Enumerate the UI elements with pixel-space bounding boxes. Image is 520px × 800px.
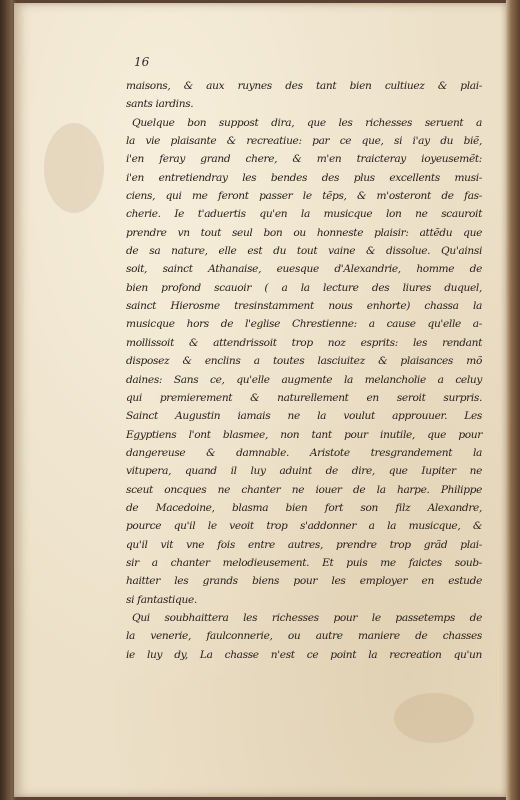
text-line: pource qu'il le veoit trop s'addonner a la musicque, &: [126, 520, 482, 533]
text-line: ciens, qui me feront passer le tẽps, & m'osteront de fas-: [126, 190, 482, 203]
paper-stain: [44, 123, 104, 213]
text-line: disposez & enclins a toutes lasciuitez & plaisances mõ: [126, 355, 482, 368]
text-line: de Macedoine, blasma bien fort son filz Alexandre,: [126, 501, 482, 514]
book-spine-edge: [506, 0, 520, 800]
text-line: prendre vn tout seul bon ou honneste plaisir: attẽdu que: [126, 226, 482, 239]
text-line: dangereuse & damnable. Aristote tresgrandement la: [126, 446, 482, 459]
text-line: daines: Sans ce, qu'elle augmente la melancholie a celuy: [126, 373, 482, 386]
text-line: cherie. Ie t'aduertis qu'en la musicque lon ne scauroit: [126, 208, 482, 221]
text-line: sainct Hierosme tresinstamment nous enhorte) chassa la: [126, 300, 482, 313]
body-text: [126, 77, 482, 664]
paper-stain: [394, 693, 474, 743]
text-line: sants iardins.: [126, 98, 194, 111]
text-line: sir a chanter melodieusement. Et puis me faictes soub-: [126, 556, 482, 569]
text-line: Quelque bon suppost dira, que les richesses seruent a: [132, 116, 482, 129]
text-line: haitter les grands biens pour les employer en estude: [126, 575, 482, 588]
text-line: ie luy dy, La chasse n'est ce point la recreation qu'un: [126, 648, 482, 661]
text-line: Sainct Augustin iamais ne la voulut approuuer. Les: [126, 410, 482, 423]
text-line: de sa nature, elle est du tout vaine & dissolue. Qu'ainsi: [126, 245, 482, 258]
text-line: la vie plaisante & recreatiue: par ce que, si i'ay du biẽ,: [126, 135, 482, 148]
text-line: soit, sainct Athanaise, euesque d'Alexandrie, homme de: [126, 263, 482, 276]
text-line: musicque hors de l'eglise Chrestienne: a cause qu'elle a-: [126, 318, 482, 331]
text-line: qu'il vit vne fois entre autres, prendre trop grãd plai-: [126, 538, 482, 551]
text-line: si fantastique.: [126, 593, 197, 606]
text-line: i'en feray grand chere, & m'en traicteray ioyeusemẽt:: [126, 153, 482, 166]
text-line: la venerie, faulconnerie, ou autre maniere de chasses: [126, 630, 482, 643]
text-line: Egyptiens l'ont blasmee, non tant pour inutile, que pour: [126, 428, 482, 441]
text-line: vitupera, quand il luy aduint de dire, que Iupiter ne: [126, 465, 482, 478]
text-line: maisons, & aux ruynes des tant bien cultiuez & plai-: [126, 80, 482, 92]
page-number: 16: [134, 55, 150, 69]
text-line: bien profond scauoir ( a la lecture des liures duquel,: [126, 281, 482, 294]
text-line: qui premierement & naturellement en seroit surpris.: [126, 391, 482, 404]
text-line: i'en entretiendray les bendes des plus excellents musi-: [126, 171, 482, 184]
text-line: mollissoit & attendrissoit trop noz esprits: les rendant: [126, 336, 482, 349]
text-line: sceut oncques ne chanter ne iouer de la harpe. Philippe: [126, 483, 482, 496]
book-page: [14, 3, 506, 797]
text-line: Qui soubhaittera les richesses pour le passetemps de: [132, 611, 482, 624]
